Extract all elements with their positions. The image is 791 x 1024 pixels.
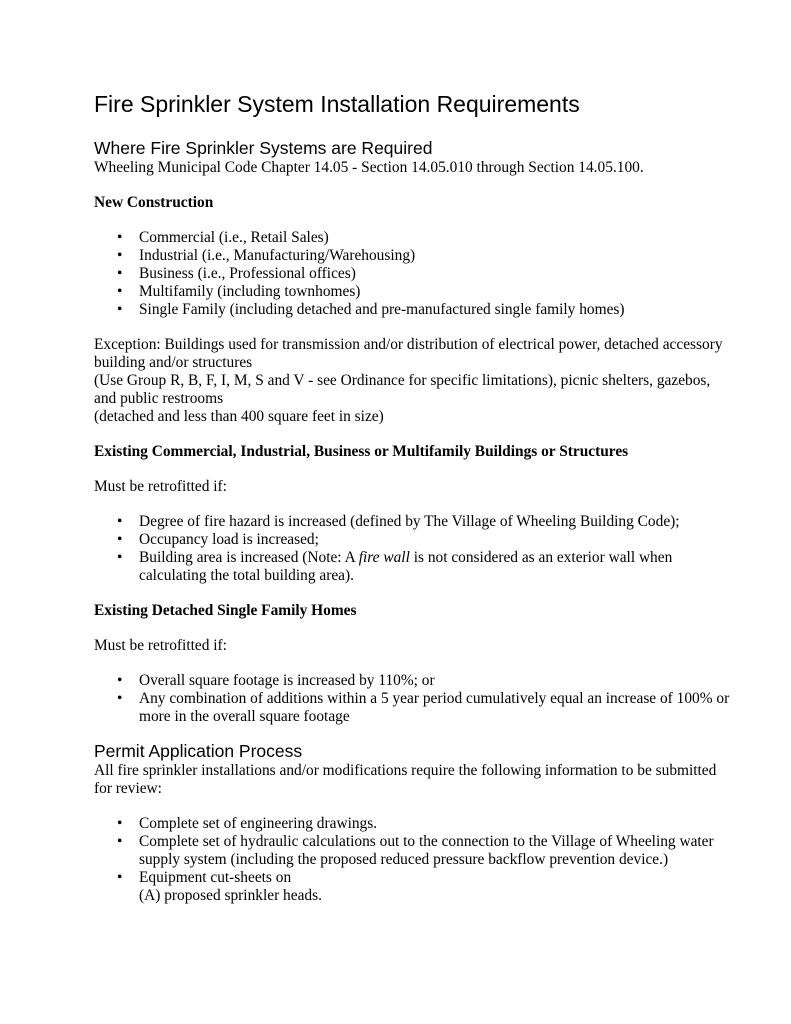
list-item: • Occupancy load is increased; [139,531,734,549]
exception-text: (Use Group R, B, F, I, M, S and V - see Ordinance for specific limitations), picnic shelters, gazebos, and public restrooms [94,372,711,407]
existing-commercial-list [94,513,734,585]
existing-single-family-list [94,672,734,726]
existing-commercial-heading: Existing Commercial, Industrial, Business or Multifamily Buildings or Structures [94,443,629,460]
existing-single-family-heading: Existing Detached Single Family Homes [94,602,357,619]
exception-text: (detached and less than 400 square feet in size) [94,408,384,425]
list-item: • Complete set of hydraulic calculations out to the connection to the Village of Wheeling water supply system (including the proposed reduced pressure backflow prevention device.) [139,833,734,869]
list-item [139,869,734,905]
list-item [139,549,734,585]
list-item-text: (A) proposed sprinkler heads. [139,887,322,904]
fire-wall-term: fire wall [358,549,410,566]
list-item: • Any combination of additions within a 5 year period cumulatively equal an increase of 100% or more in the overall square footage [139,690,734,726]
page-title: Fire Sprinkler System Installation Requirements [94,91,580,117]
document-page [94,88,734,905]
list-item: • Overall square footage is increased by 110%; or [139,672,734,690]
list-item: • Multifamily (including townhomes) [139,283,734,301]
retrofit-intro: Must be retrofitted if: [94,478,227,495]
list-item: • Industrial (i.e., Manufacturing/Warehousing) [139,247,734,265]
list-item-text: Building area is increased (Note: A [139,549,359,566]
permit-requirements-list [94,815,734,905]
list-item: • Complete set of engineering drawings. [139,815,734,833]
code-reference: Wheeling Municipal Code Chapter 14.05 - Section 14.05.010 through Section 14.05.100. [94,159,644,176]
section-heading-permit-process: Permit Application Process [94,741,303,761]
permit-intro: All fire sprinkler installations and/or modifications require the following information to be submitted for review: [94,762,717,797]
list-item: • Single Family (including detached and pre-manufactured single family homes) [139,301,734,319]
retrofit-intro: Must be retrofitted if: [94,637,227,654]
new-construction-heading: New Construction [94,194,214,211]
exception-text: Exception: Buildings used for transmission and/or distribution of electrical power, detached accessory building and/or structures [94,336,723,371]
list-item-text: Equipment cut-sheets on [139,869,292,886]
list-item: • Degree of fire hazard is increased (defined by The Village of Wheeling Building Code); [139,513,734,531]
section-heading-where-required: Where Fire Sprinkler Systems are Required [94,138,433,158]
new-construction-list [94,229,734,319]
list-item: • Business (i.e., Professional offices) [139,265,734,283]
list-item-text: is not considered as an exterior wall when calculating the total building area). [139,549,673,584]
list-item: • Commercial (i.e., Retail Sales) [139,229,734,247]
